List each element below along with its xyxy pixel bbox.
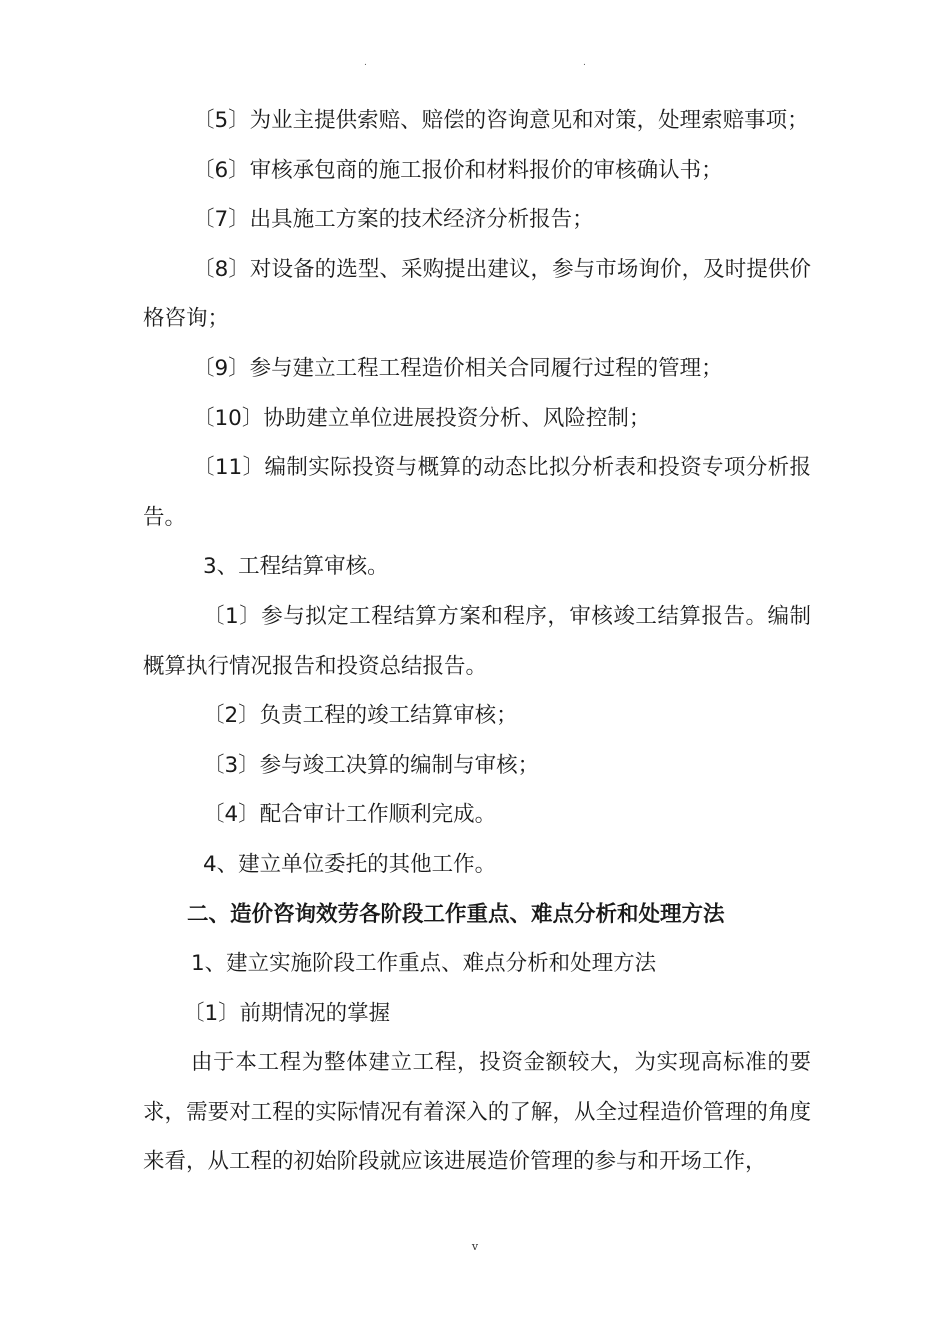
chapter-heading: 二、造价咨询效劳各阶段工作重点、难点分析和处理方法 <box>187 901 725 927</box>
paragraph-item-8: 〔8〕对设备的选型、采购提出建议，参与市场询价，及时提供价格咨询； <box>143 256 811 332</box>
paragraph-settlement-4: 〔4〕配合审计工作顺利完成。 <box>203 802 497 828</box>
body-paragraph: 由于本工程为整体建立工程，投资金额较大，为实现高标准的要求，需要对工程的实际情况有着深入的了解，从全过程造价管理的角度来看，从工程的初始阶段就应该进展造价管理的参与和开场工作， <box>143 1050 811 1175</box>
paragraph-item-7: 〔7〕出具施工方案的技术经济分析报告； <box>193 207 594 233</box>
page-footer-mark: v <box>471 1240 479 1253</box>
section-settlement-audit: 3、工程结算审核。 <box>203 554 389 580</box>
header-dot-right: . <box>583 58 586 68</box>
paragraph-item-9: 〔9〕参与建立工程工程造价相关合同履行过程的管理； <box>193 355 723 381</box>
document-body <box>143 96 811 1187</box>
paragraph-settlement-3: 〔3〕参与竣工决算的编制与审核； <box>203 752 540 778</box>
subsection-heading: 1、建立实施阶段工作重点、难点分析和处理方法 <box>191 951 657 977</box>
paragraph-item-5: 〔5〕为业主提供索赔、赔偿的咨询意见和对策，处理索赔事项； <box>193 108 809 133</box>
subsubsection-heading: 〔1〕前期情况的掌握 <box>183 1000 391 1026</box>
paragraph-settlement-2: 〔2〕负责工程的竣工结算审核； <box>203 703 518 729</box>
paragraph-settlement-1: 〔1〕参与拟定工程结算方案和程序，审核竣工结算报告。编制概算执行情况报告和投资总结报告。 <box>143 603 811 679</box>
header-dot-left: . <box>364 58 367 68</box>
paragraph-item-6: 〔6〕审核承包商的施工报价和材料报价的审核确认书； <box>193 157 723 183</box>
paragraph-item-10: 〔10〕协助建立单位进展投资分析、风险控制； <box>193 405 651 431</box>
section-other-work: 4、建立单位委托的其他工作。 <box>203 851 497 877</box>
paragraph-item-11: 〔11〕编制实际投资与概算的动态比拟分析表和投资专项分析报告。 <box>143 455 811 530</box>
